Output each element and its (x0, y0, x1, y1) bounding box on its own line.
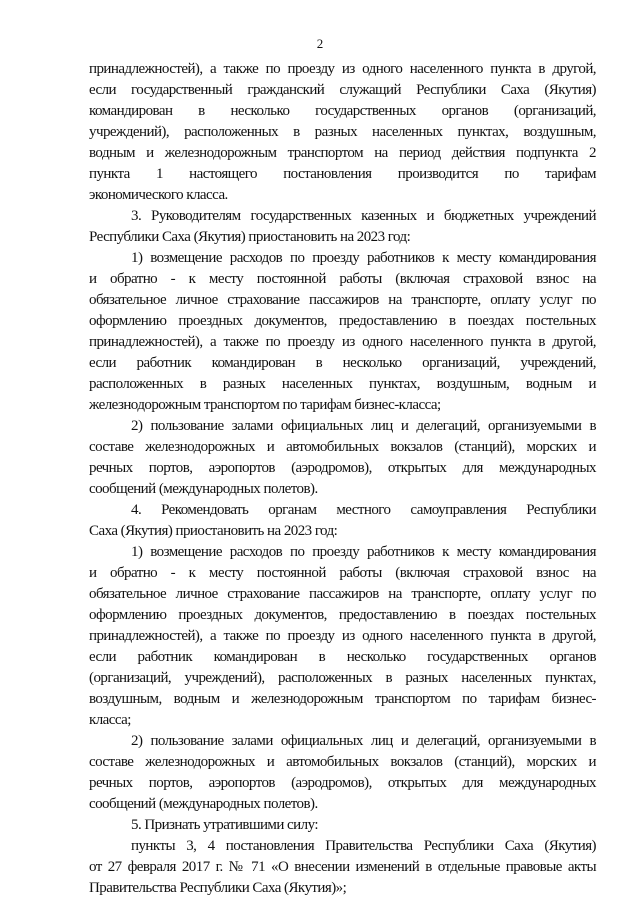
text-line: водным и железнодорожным транспортом на период действия подпункта 2 (89, 145, 596, 161)
text-line: 1) возмещение расходов по проезду работников к месту командирования (131, 544, 596, 560)
text-line: расположенных в разных населенных пунктах, воздушным, водным и (89, 376, 596, 392)
paragraph (89, 731, 596, 815)
text-line: Республики Саха (Якутия) приостановить на 2023 год: (89, 229, 411, 245)
text-line: 3. Руководителям государственных казенных и бюджетных учреждений (131, 208, 596, 224)
text-line: и обратно - к месту постоянной работы (включая страховой взнос на (89, 271, 596, 287)
paragraph (89, 836, 596, 899)
paragraph (89, 416, 596, 500)
text-line: обязательное личное страхование пассажиров на транспорте, оплату услуг по (89, 292, 596, 308)
text-line: принадлежностей), а также по проезду из одного населенного пункта в другой, (89, 61, 596, 77)
text-line: Правительства Республики Саха (Якутия)»; (89, 880, 347, 896)
text-line: сообщений (международных полетов). (89, 481, 318, 497)
text-line: пункты 3, 4 постановления Правительства Республики Саха (Якутия) (131, 838, 596, 854)
text-line: железнодорожным транспортом по тарифам бизнес-класса; (89, 397, 441, 413)
text-line: (организаций, учреждений), расположенных в разных населенных пунктах, (89, 670, 596, 686)
text-line: Саха (Якутия) приостановить на 2023 год: (89, 523, 338, 539)
text-line: 4. Рекомендовать органам местного самоуправления Республики (131, 502, 596, 518)
text-line: принадлежностей), а также по проезду из одного населенного пункта в другой, (89, 334, 596, 350)
paragraph (89, 500, 596, 542)
text-line: и обратно - к месту постоянной работы (включая страховой взнос на (89, 565, 596, 581)
text-line: составе железнодорожных и автомобильных вокзалов (станций), морских и (89, 439, 596, 455)
document-body (89, 59, 596, 899)
text-line: оформлению проездных документов, предоставлению в поездах постельных (89, 313, 596, 329)
paragraph (89, 206, 596, 248)
text-line: принадлежностей), а также по проезду из одного населенного пункта в другой, (89, 628, 596, 644)
page-number: 2 (316, 36, 324, 51)
text-line: сообщений (международных полетов). (89, 796, 318, 812)
paragraph (89, 542, 596, 731)
text-line: учреждений), расположенных в разных населенных пунктах, воздушным, (89, 124, 596, 140)
text-line: 1) возмещение расходов по проезду работников к месту командирования (131, 250, 596, 266)
text-line: 2) пользование залами официальных лиц и делегаций, организуемыми в (131, 733, 596, 749)
text-line: обязательное личное страхование пассажиров на транспорте, оплату услуг по (89, 586, 596, 602)
text-line: пункта 1 настоящего постановления производится по тарифам (89, 166, 596, 182)
text-line: экономического класса. (89, 187, 228, 203)
text-line: воздушным, водным и железнодорожным транспортом по тарифам бизнес- (89, 691, 596, 707)
text-line: класса; (89, 712, 131, 728)
text-line: речных портов, аэропортов (аэродромов), открытых для международных (89, 775, 596, 791)
paragraph (89, 815, 596, 836)
paragraph (89, 59, 596, 206)
text-line: если работник командирован в несколько организаций, учреждений, (89, 355, 596, 371)
text-line: если государственный гражданский служащий Республики Саха (Якутия) (89, 82, 596, 98)
text-line: 5. Признать утратившими силу: (131, 817, 318, 833)
text-line: если работник командирован в несколько государственных органов (89, 649, 596, 665)
text-line: 2) пользование залами официальных лиц и делегаций, организуемыми в (131, 418, 596, 434)
text-line: составе железнодорожных и автомобильных вокзалов (станций), морских и (89, 754, 596, 770)
text-line: оформлению проездных документов, предоставлению в поездах постельных (89, 607, 596, 623)
text-line: от 27 февраля 2017 г. № 71 «О внесении изменений в отдельные правовые акты (89, 859, 596, 875)
text-line: речных портов, аэропортов (аэродромов), открытых для международных (89, 460, 596, 476)
text-line: командирован в несколько государственных органов (организаций, (89, 103, 596, 119)
paragraph (89, 248, 596, 416)
